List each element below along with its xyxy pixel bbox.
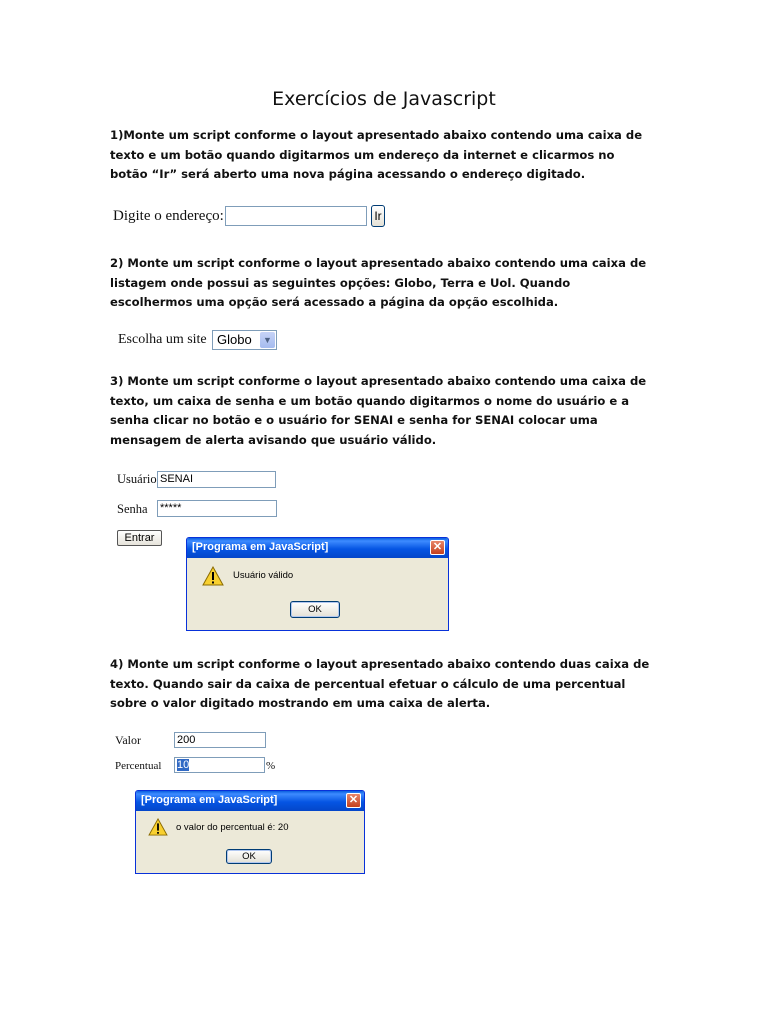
alert-dialog-user: [186, 537, 449, 631]
chevron-down-icon[interactable]: ▼: [260, 332, 275, 348]
percent-label: Percentual: [115, 760, 162, 772]
password-label: Senha: [117, 502, 148, 516]
percent-input[interactable]: [174, 757, 265, 773]
percent-input-value: 10: [177, 759, 190, 771]
value-input[interactable]: 200: [174, 732, 266, 748]
percent-sign: %: [266, 760, 276, 772]
warning-icon: [202, 566, 224, 586]
close-icon[interactable]: ✕: [430, 540, 445, 555]
dialog-message: o valor do percentual é: 20: [176, 822, 289, 833]
dialog-message: Usuário válido: [233, 570, 294, 581]
go-button[interactable]: Ir: [371, 205, 385, 227]
password-input[interactable]: *****: [157, 500, 277, 517]
exercise-3-text: 3) Monte um script conforme o layout apresentado abaixo contendo uma caixa de texto, um caixa de senha e um botão quando digitarmos o nome do usuário e a senha clicar no botão e o usuário for SENAI e senha for SENAI colocar uma mensagem de alerta avisando que usuário válido.: [110, 374, 647, 447]
ok-button[interactable]: OK: [226, 849, 272, 864]
dialog-titlebar: [136, 791, 364, 811]
warning-icon: [148, 818, 168, 836]
exercise-4-text: 4) Monte um script conforme o layout apresentado abaixo contendo duas caixa de texto. Quando sair da caixa de percentual efetuar o cálculo de uma percentual sobre o valor digitado mostrando em uma caixa de alerta.: [110, 657, 650, 710]
ok-button[interactable]: OK: [290, 601, 340, 618]
site-label: Escolha um site: [118, 332, 207, 347]
user-label: Usuário: [117, 472, 157, 486]
address-label: Digite o endereço:: [113, 208, 224, 224]
user-input[interactable]: SENAI: [157, 471, 276, 488]
exercise-1-text: 1)Monte um script conforme o layout apresentado abaixo contendo uma caixa de texto e um botão quando digitarmos um endereço da internet e clicarmos no botão “Ir” será aberto uma nova página acessando o endereço digitado.: [110, 128, 643, 181]
exercise-2-text: 2) Monte um script conforme o layout apresentado abaixo contendo uma caixa de listagem onde possui as seguintes opções: Globo, Terra e Uol. Quando escolhermos uma opção será acessado a página da opção escolhida.: [110, 256, 647, 309]
value-label: Valor: [115, 733, 141, 747]
site-select[interactable]: [212, 330, 277, 350]
site-select-value: Globo: [217, 332, 252, 347]
address-input[interactable]: [225, 206, 367, 226]
dialog-titlebar: [187, 538, 448, 558]
alert-dialog-percent: [135, 790, 365, 874]
dialog-title: [Programa em JavaScript]: [192, 541, 329, 553]
enter-button[interactable]: Entrar: [117, 530, 162, 546]
close-icon[interactable]: ✕: [346, 793, 361, 808]
page-title: Exercícios de Javascript: [272, 88, 496, 110]
dialog-title: [Programa em JavaScript]: [141, 794, 278, 806]
